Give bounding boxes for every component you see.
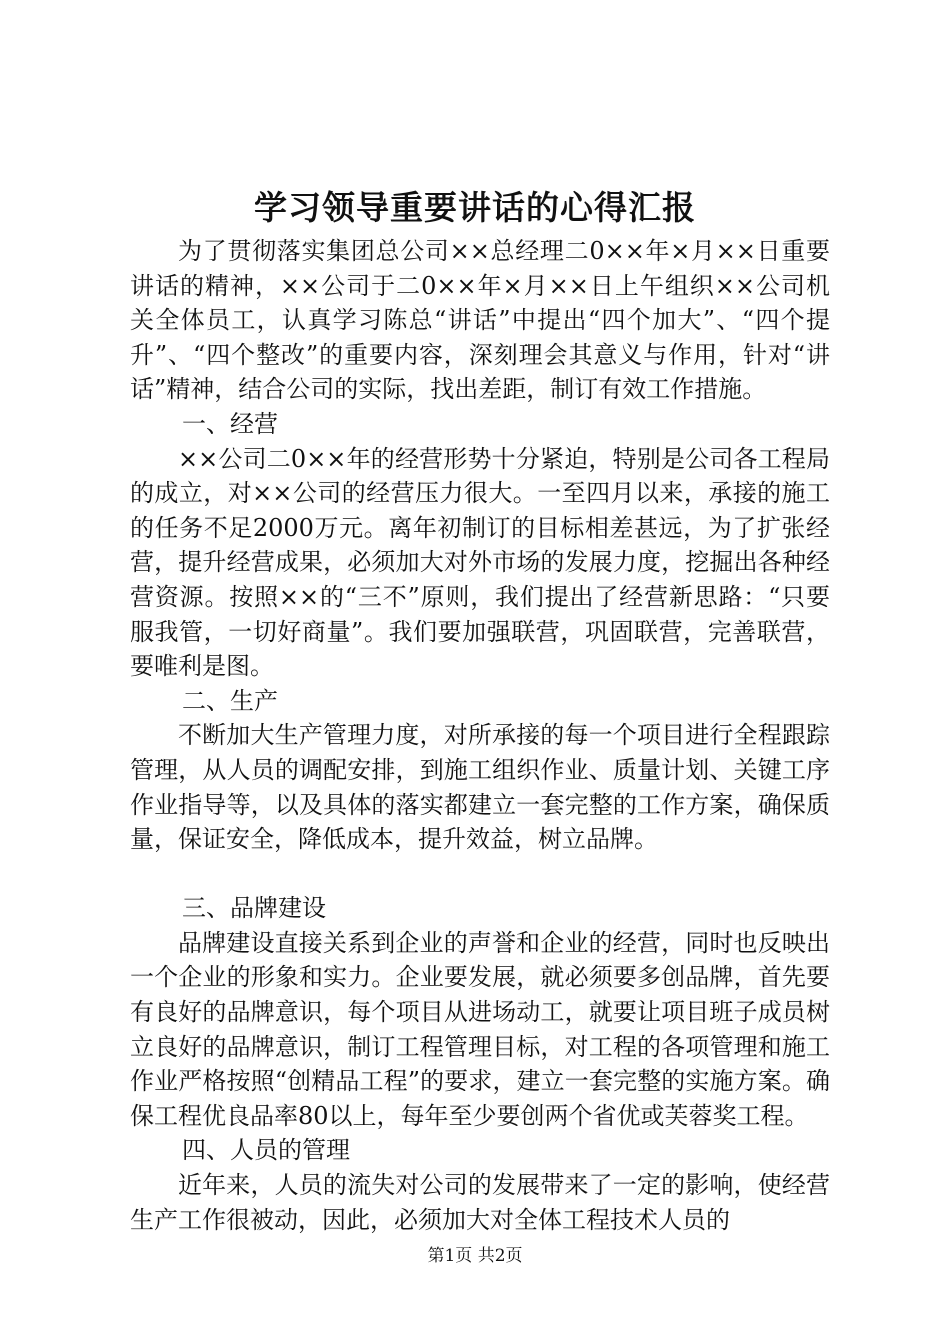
section-heading-personnel: 四、人员的管理 [182,1136,350,1165]
section-text-business: ××公司二0××年的经营形势十分紧迫，特别是公司各工程局的成立，对××公司的经营压力很大。一至四月以来，承接的施工的任务不足2000万元。离年初制订的目标相差甚远，为了扩张经营，提升经营成果，必须加大对外市场的发展力度，挖掘出各种经营资源。按照××的“三不”原则，我们提出了经营新思路：“只要服我管，一切好商量”。我们要加强联营，巩固联营，完善联营，要唯利是图。 [130,444,830,681]
section-heading-brand: 三、品牌建设 [182,894,326,923]
section-heading-production: 二、生产 [182,686,278,715]
blank-line [130,857,830,892]
section-text-production: 不断加大生产管理力度，对所承接的每一个项目进行全程跟踪管理，从人员的调配安排，到施工组织作业、质量计划、关键工序作业指导等，以及具体的落实都建立一套完整的工作方案，确保质量，保证安全，降低成本，提升效益，树立品牌。 [130,721,830,854]
document-title: 学习领导重要讲话的心得汇报 [254,188,696,227]
document-body [130,234,830,1237]
section-text-personnel: 近年来，人员的流失对公司的发展带来了一定的影响，使经营生产工作很被动，因此，必须加大对全体工程技术人员的 [130,1171,830,1234]
page-number-footer: 第1页 共2页 [427,1246,523,1266]
section-text-brand: 品牌建设直接关系到企业的声誉和企业的经营，同时也反映出一个企业的形象和实力。企业要发展，就必须要多创品牌，首先要有良好的品牌意识，每个项目从进场动工，就要让项目班子成员树立良好的品牌意识，制订工程管理目标，对工程的各项管理和施工作业严格按照“创精品工程”的要求，建立一套完整的实施方案。确保工程优良品率80以上，每年至少要创两个省优或芙蓉奖工程。 [130,928,830,1130]
section-heading-business: 一、经营 [182,409,278,438]
intro-paragraph: 为了贯彻落实集团总公司××总经理二0××年×月××日重要讲话的精神，××公司于二0××年×月××日上午组织××公司机关全体员工，认真学习陈总“讲话”中提出“四个加大”、“四个提升”、“四个整改”的重要内容，深刻理会其意义与作用，针对“讲话”精神，结合公司的实际，找出差距，制订有效工作措施。 [130,237,830,404]
